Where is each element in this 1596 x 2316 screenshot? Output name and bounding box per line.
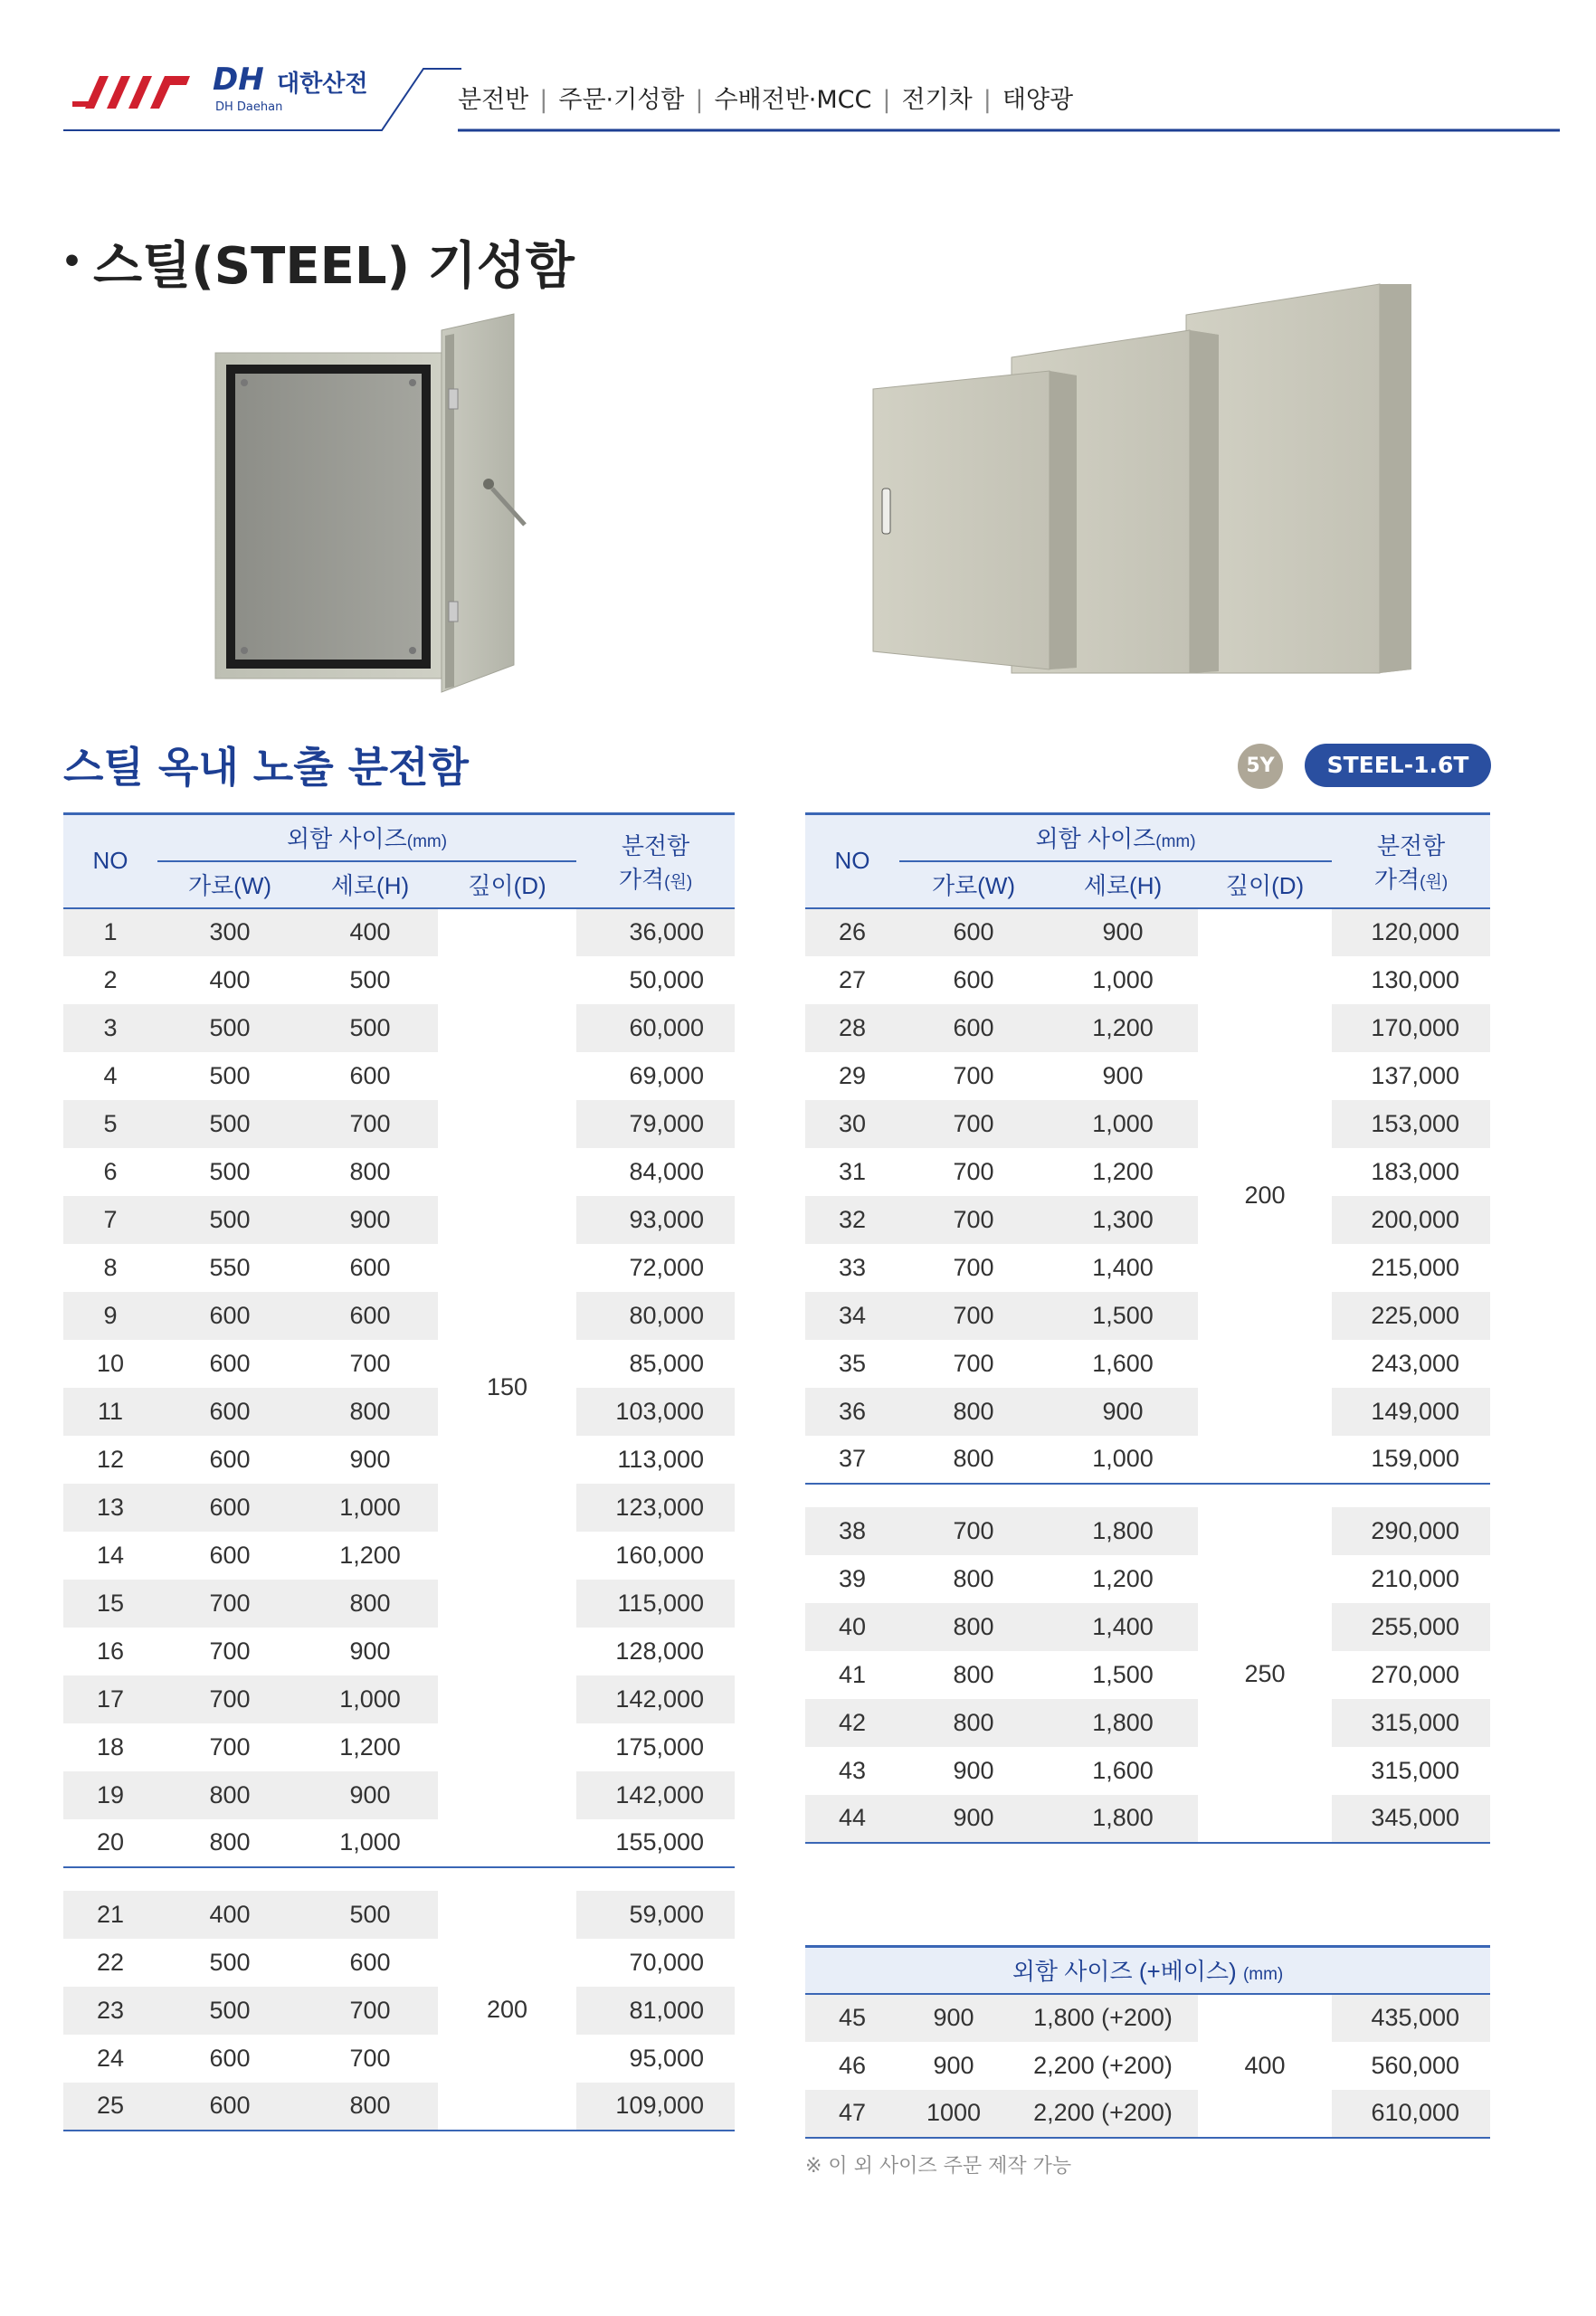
table-row	[805, 1651, 1490, 1699]
cell-price: 95,000	[629, 2044, 705, 2072]
base-head-label: 외함 사이즈 (+베이스)	[1012, 1958, 1237, 1986]
table-row	[805, 1052, 1490, 1100]
cell-price: 175,000	[615, 1732, 705, 1761]
page-header	[63, 54, 1560, 136]
cell-height: 700	[302, 1987, 438, 2035]
cell-no: 32	[805, 1196, 899, 1244]
cell-height: 900	[302, 1196, 438, 1244]
cell-price: 159,000	[1332, 1436, 1490, 1484]
cell-price: 115,000	[576, 1580, 735, 1628]
cell-price: 142,000	[576, 1675, 735, 1723]
table-row	[805, 908, 1490, 956]
base-price-table	[805, 1945, 1490, 2139]
cell-depth: 250	[1198, 1507, 1332, 1843]
cell-no: 37	[805, 1436, 899, 1484]
cell-price: 225,000	[1332, 1292, 1490, 1340]
cell-price: 137,000	[1371, 1061, 1460, 1089]
table-row	[63, 1052, 735, 1100]
table-row	[63, 1100, 735, 1148]
cell-price: 255,000	[1332, 1603, 1490, 1651]
cell-no: 17	[63, 1675, 157, 1723]
cell-no: 15	[63, 1580, 157, 1628]
cell-price: 59,000	[576, 1891, 735, 1939]
nav-separator: |	[882, 86, 891, 114]
table-row	[63, 1891, 735, 1939]
cell-width: 500	[209, 1061, 251, 1089]
cell-price: 215,000	[1371, 1253, 1460, 1281]
cell-price: 170,000	[1332, 1004, 1490, 1052]
cell-height: 900	[1048, 908, 1198, 956]
cell-width: 600	[899, 1004, 1048, 1052]
table-row	[63, 1244, 735, 1292]
cell-price: 109,000	[576, 2083, 735, 2131]
nav-separator: |	[983, 86, 992, 114]
cell-price: 79,000	[576, 1100, 735, 1148]
table-row	[63, 1580, 735, 1628]
cell-width: 600	[209, 1445, 251, 1473]
cell-height: 700	[349, 2044, 391, 2072]
table-row	[63, 908, 735, 956]
cell-height: 900	[349, 1445, 391, 1473]
cell-width: 700	[953, 1061, 994, 1089]
cell-no: 27	[838, 965, 867, 993]
outer-size-label: 외함 사이즈	[286, 825, 407, 853]
cell-height: 1,400	[1092, 1253, 1154, 1281]
cell-width: 800	[899, 1603, 1048, 1651]
cell-height: 2,200 (+200)	[1008, 2090, 1198, 2138]
cell-height: 700	[302, 1100, 438, 1148]
cell-price: 149,000	[1332, 1388, 1490, 1436]
cell-no: 29	[838, 1061, 867, 1089]
table-row	[63, 2035, 735, 2083]
table-row	[63, 1196, 735, 1244]
cell-height: 1,200	[1048, 1004, 1198, 1052]
table-row	[805, 1148, 1490, 1196]
cell-height: 600	[349, 1948, 391, 1976]
cell-width: 800	[953, 1564, 994, 1592]
table-row	[63, 1771, 735, 1819]
cell-price: 84,000	[629, 1157, 705, 1185]
table-row	[805, 1100, 1490, 1148]
cell-depth: 400	[1198, 1994, 1332, 2138]
cell-no: 18	[96, 1732, 125, 1761]
cell-width: 600	[209, 1541, 251, 1569]
cell-price: 85,000	[629, 1349, 705, 1377]
table-row	[805, 2042, 1490, 2090]
table-row	[805, 1795, 1490, 1843]
cell-no: 10	[96, 1349, 125, 1377]
table-row	[805, 1603, 1490, 1651]
cell-height: 1,600	[1092, 1756, 1154, 1784]
price-table-right	[805, 812, 1490, 1844]
table-row	[63, 1939, 735, 1987]
cell-width: 500	[209, 1948, 251, 1976]
cell-width: 900	[933, 2051, 974, 2079]
unit-won: (원)	[1420, 872, 1449, 892]
right-body-2	[805, 1507, 1490, 1843]
cell-price: 93,000	[576, 1196, 735, 1244]
cell-height: 600	[349, 1061, 391, 1089]
material-badge: STEEL-1.6T	[1305, 744, 1491, 787]
cell-width: 500	[157, 1004, 302, 1052]
cell-no: 25	[63, 2083, 157, 2131]
table-row	[63, 1819, 735, 1867]
cell-no: 9	[63, 1292, 157, 1340]
cell-height: 900	[349, 1637, 391, 1665]
cell-width: 700	[899, 1507, 1048, 1555]
cell-price: 610,000	[1332, 2090, 1490, 2138]
nav-item-solar[interactable]: 태양광	[1002, 86, 1074, 114]
table-row	[63, 1987, 735, 2035]
page-title-text: 스틸(STEEL) 기성함	[93, 237, 575, 296]
cell-price: 70,000	[629, 1948, 705, 1976]
col-head-depth: 깊이(D)	[1198, 861, 1332, 908]
cell-width: 600	[209, 1349, 251, 1377]
table-row	[63, 1723, 735, 1771]
cell-width: 800	[157, 1771, 302, 1819]
cell-price: 113,000	[617, 1445, 705, 1473]
table-row	[805, 1388, 1490, 1436]
unit-mm: (mm)	[406, 832, 448, 852]
cell-no: 21	[63, 1891, 157, 1939]
cell-no: 45	[805, 1994, 899, 2042]
cell-height: 500	[349, 965, 391, 993]
cell-width: 600	[157, 1484, 302, 1532]
table-row	[805, 1340, 1490, 1388]
cell-width: 700	[157, 1580, 302, 1628]
open-enclosure-photo	[199, 303, 561, 701]
cell-price: 81,000	[576, 1987, 735, 2035]
cell-no: 39	[838, 1564, 867, 1592]
cell-height: 600	[302, 1292, 438, 1340]
col-head-outer-size	[157, 814, 576, 861]
table-row	[805, 2090, 1490, 2138]
table-row	[805, 1555, 1490, 1603]
cell-height: 1,800	[1048, 1795, 1198, 1843]
cell-width: 700	[209, 1637, 251, 1665]
table-row	[63, 1292, 735, 1340]
cell-height: 1,000	[1048, 1100, 1198, 1148]
table-row	[63, 1675, 735, 1723]
section-title: 스틸 옥내 노출 분전함	[63, 743, 469, 792]
unit-mm: (mm)	[1242, 1965, 1284, 1985]
cell-no: 38	[805, 1507, 899, 1555]
cell-no: 14	[96, 1541, 125, 1569]
col-head-height: 세로(H)	[1048, 861, 1198, 908]
cell-price: 153,000	[1332, 1100, 1490, 1148]
logo-korean-text: 대한산전	[277, 71, 368, 98]
cell-width: 600	[157, 1388, 302, 1436]
cell-no: 40	[805, 1603, 899, 1651]
cell-price: 210,000	[1371, 1564, 1460, 1592]
col-head-height: 세로(H)	[302, 861, 438, 908]
cell-height: 800	[349, 1157, 391, 1185]
table-row	[63, 1004, 735, 1052]
table-row	[63, 1148, 735, 1196]
cell-width: 400	[157, 1891, 302, 1939]
col-head-depth: 깊이(D)	[438, 861, 576, 908]
cell-height: 1,200	[1092, 1157, 1154, 1185]
left-body-1	[63, 908, 735, 1867]
cell-width: 600	[157, 2083, 302, 2131]
cell-height: 1,500	[1048, 1292, 1198, 1340]
table-row	[63, 1532, 735, 1580]
cell-width: 800	[899, 1388, 1048, 1436]
table-row	[805, 1994, 1490, 2042]
table-row	[63, 1484, 735, 1532]
logo-dh-text: DH	[213, 62, 264, 98]
cell-width: 700	[209, 1732, 251, 1761]
cell-price: 345,000	[1332, 1795, 1490, 1843]
cell-width: 900	[953, 1756, 994, 1784]
logo-english-text: DH Daehan	[215, 100, 283, 114]
cell-height: 1,600	[1092, 1349, 1154, 1377]
col-head-price	[1332, 814, 1490, 908]
cell-height: 800	[302, 2083, 438, 2131]
cell-price: 243,000	[1371, 1349, 1460, 1377]
cell-width: 600	[953, 965, 994, 993]
cell-no: 35	[838, 1349, 867, 1377]
cell-price: 155,000	[576, 1819, 735, 1867]
cell-width: 800	[899, 1436, 1048, 1484]
cell-width: 500	[157, 1196, 302, 1244]
cell-width: 700	[157, 1675, 302, 1723]
cell-width: 800	[899, 1699, 1048, 1747]
outer-size-label: 외함 사이즈	[1035, 825, 1156, 853]
cell-price: 315,000	[1332, 1699, 1490, 1747]
cell-no: 6	[103, 1157, 118, 1185]
cell-price: 200,000	[1332, 1196, 1490, 1244]
unit-mm: (mm)	[1155, 832, 1196, 852]
cell-width: 300	[157, 908, 302, 956]
table-row	[63, 956, 735, 1004]
cell-no: 12	[96, 1445, 125, 1473]
left-body-2	[63, 1891, 735, 2131]
cell-height: 1,000	[1092, 965, 1154, 993]
closed-enclosures-photo	[864, 271, 1425, 679]
cell-price: 50,000	[629, 965, 705, 993]
cell-no: 20	[63, 1819, 157, 1867]
table-row	[805, 1196, 1490, 1244]
cell-no: 2	[103, 965, 118, 993]
cell-no: 8	[103, 1253, 118, 1281]
cell-width: 900	[899, 1994, 1008, 2042]
nav-item-panel[interactable]: 분전반	[458, 86, 529, 114]
cell-height: 1,400	[1048, 1603, 1198, 1651]
cell-price: 183,000	[1371, 1157, 1460, 1185]
cell-height: 2,200 (+200)	[1033, 2051, 1173, 2079]
table-row	[63, 1340, 735, 1388]
cell-price: 142,000	[576, 1771, 735, 1819]
cell-no: 1	[63, 908, 157, 956]
cell-height: 700	[349, 1349, 391, 1377]
cell-height: 1,000	[1048, 1436, 1198, 1484]
cell-no: 7	[63, 1196, 157, 1244]
cell-no: 24	[96, 2044, 125, 2072]
col-head-width: 가로(W)	[157, 861, 302, 908]
table-row	[805, 1507, 1490, 1555]
cell-width: 500	[157, 1100, 302, 1148]
cell-depth: 200	[438, 1891, 576, 2131]
cell-price: 72,000	[629, 1253, 705, 1281]
cell-no: 33	[838, 1253, 867, 1281]
cell-width: 700	[899, 1100, 1048, 1148]
cell-height: 800	[302, 1388, 438, 1436]
nav-separator: |	[539, 86, 548, 114]
cell-depth: 200	[1198, 908, 1332, 1484]
cell-price: 36,000	[576, 908, 735, 956]
cell-no: 30	[805, 1100, 899, 1148]
cell-height: 500	[302, 1891, 438, 1939]
cell-no: 42	[805, 1699, 899, 1747]
cell-no: 22	[96, 1948, 125, 1976]
cell-price: 103,000	[576, 1388, 735, 1436]
cell-height: 1,800	[1048, 1507, 1198, 1555]
cell-width: 900	[899, 1795, 1048, 1843]
cell-height: 900	[1048, 1388, 1198, 1436]
cell-price: 315,000	[1371, 1756, 1460, 1784]
cell-no: 46	[838, 2051, 867, 2079]
cell-height: 500	[302, 1004, 438, 1052]
table-row	[805, 956, 1490, 1004]
table-row	[805, 1747, 1490, 1795]
cell-height: 1,000	[302, 1819, 438, 1867]
cell-no: 44	[805, 1795, 899, 1843]
col-head-price	[576, 814, 735, 908]
cell-no: 13	[63, 1484, 157, 1532]
cell-width: 600	[157, 1292, 302, 1340]
cell-no: 4	[103, 1061, 118, 1089]
table-row	[63, 1388, 735, 1436]
cell-height: 1,800	[1048, 1699, 1198, 1747]
cell-price: 80,000	[576, 1292, 735, 1340]
cell-width: 1000	[899, 2090, 1008, 2138]
cell-height: 900	[302, 1771, 438, 1819]
price-head-line2: 가격	[618, 865, 665, 893]
cell-no: 41	[838, 1660, 867, 1688]
cell-width: 800	[953, 1660, 994, 1688]
price-head-line2: 가격	[1373, 865, 1420, 893]
cell-height: 600	[349, 1253, 391, 1281]
cell-no: 5	[63, 1100, 157, 1148]
price-table-left	[63, 812, 735, 2131]
col-head-width: 가로(W)	[899, 861, 1048, 908]
cell-no: 11	[63, 1388, 157, 1436]
base-table-head	[805, 1947, 1490, 1994]
cell-width: 500	[209, 1157, 251, 1185]
cell-price: 560,000	[1371, 2051, 1460, 2079]
base-body	[805, 1994, 1490, 2138]
cell-no: 34	[805, 1292, 899, 1340]
cell-width: 700	[953, 1157, 994, 1185]
table-row	[63, 1628, 735, 1675]
nav-item-custom-box[interactable]: 주문·기성함	[558, 86, 685, 114]
cell-width: 550	[209, 1253, 251, 1281]
col-head-outer-size	[899, 814, 1332, 861]
cell-price: 128,000	[615, 1637, 705, 1665]
cell-price: 290,000	[1332, 1507, 1490, 1555]
cell-width: 400	[209, 965, 251, 993]
right-body-1	[805, 908, 1490, 1484]
page-title	[62, 226, 575, 299]
cell-no: 26	[805, 908, 899, 956]
cell-width: 600	[899, 908, 1048, 956]
col-head-no: NO	[63, 814, 157, 908]
cell-height: 800	[302, 1580, 438, 1628]
cell-price: 130,000	[1371, 965, 1460, 993]
table-row	[805, 1004, 1490, 1052]
price-head-line1: 분전함	[621, 831, 690, 859]
cell-no: 23	[63, 1987, 157, 2035]
warranty-badge: 5Y	[1238, 744, 1283, 789]
cell-width: 700	[899, 1196, 1048, 1244]
cell-height: 1,200	[339, 1732, 401, 1761]
cell-no: 19	[63, 1771, 157, 1819]
cell-width: 500	[157, 1987, 302, 2035]
table-row	[805, 1436, 1490, 1484]
cell-width: 800	[157, 1819, 302, 1867]
cell-no: 16	[96, 1637, 125, 1665]
nav-separator: |	[695, 86, 704, 114]
title-bullet: •	[62, 243, 83, 280]
table-row	[805, 1699, 1490, 1747]
cell-price: 123,000	[576, 1484, 735, 1532]
table-row	[63, 2083, 735, 2131]
cell-height: 1,300	[1048, 1196, 1198, 1244]
cell-height: 1,000	[302, 1484, 438, 1532]
col-head-no: NO	[805, 814, 899, 908]
unit-won: (원)	[664, 872, 693, 892]
top-nav	[458, 80, 1073, 115]
cell-height: 1,200	[339, 1541, 401, 1569]
table-row	[63, 1436, 735, 1484]
cell-no: 3	[63, 1004, 157, 1052]
cell-height: 400	[302, 908, 438, 956]
nav-item-ev[interactable]: 전기차	[901, 86, 973, 114]
cell-height: 1,800 (+200)	[1008, 1994, 1198, 2042]
cell-price: 60,000	[576, 1004, 735, 1052]
cell-width: 600	[209, 2044, 251, 2072]
cell-no: 47	[805, 2090, 899, 2138]
cell-price: 160,000	[615, 1541, 705, 1569]
cell-price: 270,000	[1371, 1660, 1460, 1688]
cell-price: 120,000	[1332, 908, 1490, 956]
cell-depth: 150	[438, 908, 576, 1867]
cell-price: 435,000	[1332, 1994, 1490, 2042]
cell-no: 43	[838, 1756, 867, 1784]
cell-no: 36	[805, 1388, 899, 1436]
cell-no: 28	[805, 1004, 899, 1052]
custom-order-note: ※ 이 외 사이즈 주문 제작 가능	[805, 2155, 1072, 2178]
cell-width: 700	[953, 1253, 994, 1281]
cell-height: 1,200	[1092, 1564, 1154, 1592]
table-row	[805, 1292, 1490, 1340]
cell-price: 69,000	[629, 1061, 705, 1089]
cell-height: 1,000	[302, 1675, 438, 1723]
cell-height: 900	[1102, 1061, 1144, 1089]
cell-width: 700	[953, 1349, 994, 1377]
price-head-line1: 분전함	[1376, 831, 1446, 859]
table-row	[805, 1244, 1490, 1292]
nav-item-switchgear[interactable]: 수배전반·MCC	[714, 86, 872, 114]
cell-width: 700	[899, 1292, 1048, 1340]
cell-no: 31	[838, 1157, 867, 1185]
cell-height: 1,500	[1092, 1660, 1154, 1688]
